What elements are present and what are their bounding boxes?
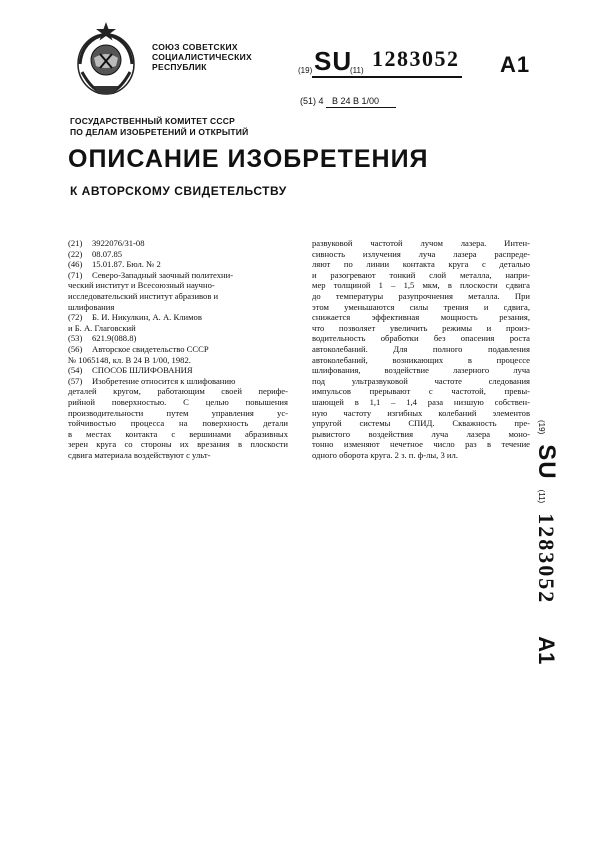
abstract-line: сдвига материала воздействуют с ульт- [68,449,211,460]
biblio-entry: шлифования [68,301,115,312]
abstract-line: деталей кругом, работающим своей перифе- [68,386,288,397]
abstract-line: автоколебаний, возникающих в процессе [312,354,530,365]
abstract-line: импульсов прерывают с частотой, превы- [312,386,530,397]
biblio-entry: (56) Авторское свидетельство СССР [68,343,209,354]
patent-number-underline [312,76,462,78]
biblio-entry: ческий институт и Всесоюзный научно- [68,280,215,291]
code-11: (11) [350,66,364,75]
biblio-entry: (46) 15.01.87. Бюл. № 2 [68,259,161,270]
abstract-line: в местах контакта с вершинами абразивных [68,428,288,439]
abstract-line: и разогревают тонкий слой металла, напри- [312,269,530,280]
abstract-line: под ультразвуковой частоте следования [312,375,530,386]
abstract-continuation-column [312,238,530,460]
vertical-kind-code: A1 [534,636,559,665]
biblio-entry: (22) 08.07.85 [68,248,123,259]
country-code: SU [314,46,353,76]
committee-line-2: ПО ДЕЛАМ ИЗОБРЕТЕНИЙ И ОТКРЫТИЙ [70,127,249,137]
biblio-entry: (54) СПОСОБ ШЛИФОВАНИЯ [68,365,193,376]
bibliographic-column [68,238,288,460]
kind-code: A1 [500,52,531,77]
biblio-entry: исследовательский институт абразивов и [68,290,219,301]
abstract-line: одного оборота круга. 2 з. п. ф-лы, 3 ил. [312,449,458,460]
abstract-line: снижается эффективная мощность резания, [312,312,530,323]
biblio-entry: (21) 3922076/31-08 [68,238,145,248]
abstract-line: тонно изменяют нечетное число раз в течение [312,439,530,450]
abstract-line: рывистого воздействия луча лазера моно- [312,428,530,439]
abstract-line: сивность излучения луча лазера распреде- [312,248,530,259]
abstract-line: развуковой частотой лучом лазера. Интен- [312,238,530,248]
union-name-line-2: СОЦИАЛИСТИЧЕСКИХ [152,52,252,62]
biblio-entry: № 1065148, кл. В 24 В 1/00, 1982. [68,354,191,365]
biblio-entry: (57) Изобретение относится к шлифованию [68,375,236,386]
abstract-line: зерен круга со стороны их врезания в плоскости [68,439,288,450]
biblio-entry: (53) 621.9(088.8) [68,333,137,344]
abstract-line: что позволяет увеличить режимы и произ- [312,322,530,333]
vertical-code-11: (11) [537,489,546,504]
committee-line-1: ГОСУДАРСТВЕННЫЙ КОМИТЕТ СССР [70,116,235,126]
biblio-entry: и Б. А. Глаговский [68,322,136,333]
abstract-line: автоколебаний. Для полного подавления [312,343,530,354]
vertical-patent-number-value: 1283052 [534,513,559,605]
union-name-line-1: СОЮЗ СОВЕТСКИХ [152,42,238,52]
vertical-code-19: (19) [537,420,546,435]
abstract-line: шающей в 1,1 – 1,4 раза низшую собствен- [312,396,530,407]
biblio-entry: (72) Б. И. Никулкин, А. А. Климов [68,312,202,323]
abstract-line: ную частоту изгибных колебаний элементов [312,407,530,418]
ipc-underline [326,107,396,108]
abstract-line: этом уменьшаются силы трения и сдвига, [312,301,530,312]
abstract-line: до температуры разупрочнения металла. При [312,290,530,301]
abstract-line: производительности путем управления ус- [68,407,288,418]
document-subtitle: К АВТОРСКОМУ СВИДЕТЕЛЬСТВУ [70,184,287,198]
union-name-line-3: РЕСПУБЛИК [152,62,207,72]
ussr-emblem-icon [70,20,142,100]
abstract-line: упругой системы СПИД. Скважность пре- [312,418,530,429]
vertical-patent-number [532,420,560,664]
patent-number: 1283052 [372,46,460,71]
abstract-line: водительность обработки без опасения роста [312,333,530,344]
vertical-country-code: SU [533,444,560,480]
abstract-line: шлифования, воздействие лазерного луча [312,365,530,376]
abstract-line: тойчивостью процесса на поверхность детали [68,418,288,429]
ipc-classification: В 24 В 1/00 [332,96,380,106]
ipc-code-label: (51) 4 [300,96,324,106]
code-19: (19) [298,66,313,75]
abstract-line: ляют по линии контакта круга с деталью [312,259,530,270]
biblio-entry: (71) Северо-Западный заочный политехни- [68,269,234,280]
abstract-line: рийной поверхностью. С целью повышения [68,396,288,407]
document-title: ОПИСАНИЕ ИЗОБРЕТЕНИЯ [68,145,429,173]
abstract-line: мер толщиной 1 – 1,5 мкм, в плоскости сдвига [312,280,530,291]
